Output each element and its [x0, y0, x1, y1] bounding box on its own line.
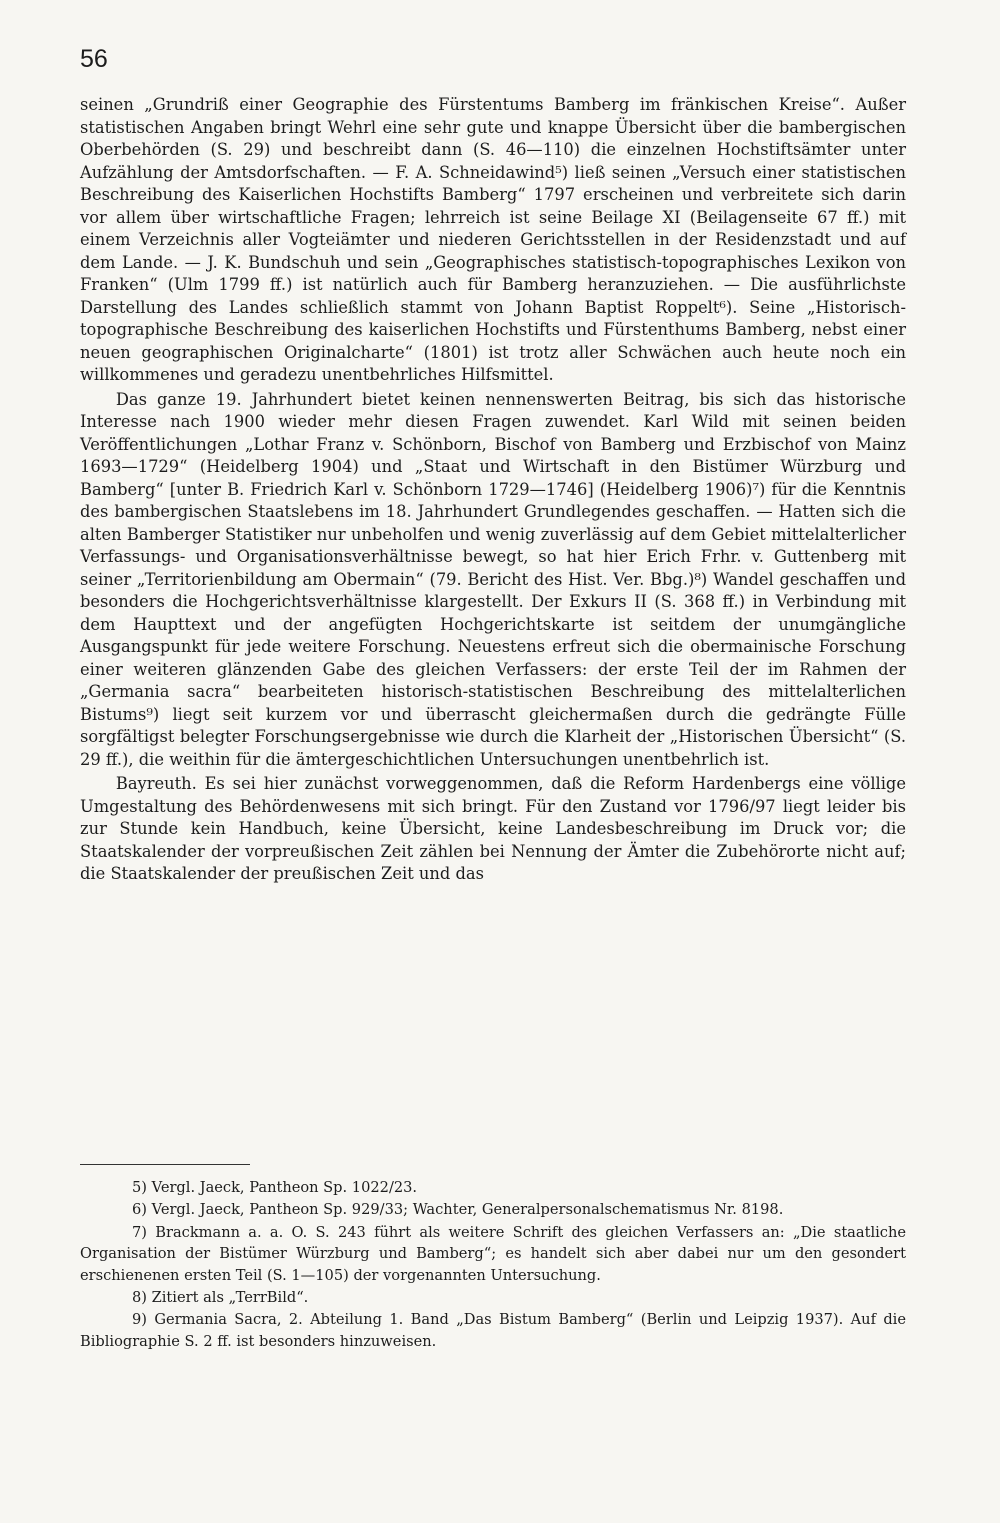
paragraph: Das ganze 19. Jahrhundert bietet keinen nennenswerten Beitrag, bis sich das historische Interesse nach 1900 wieder mehr diesen Fragen zuwendet. Karl Wild mit seinen beiden Veröffentlichungen „Lothar Franz v. Schönborn, Bischof von Bamberg und Erzbischof von Mainz 1693—1729“ (Heidelberg 1904) und „Staat und Wirtschaft in den Bistümer Würzburg und Bamberg“ [unter B. Friedrich Karl v. Schönborn 1729—1746] (Heidelberg 1906)⁷) für die Kenntnis des bambergischen Staatslebens im 18. Jahrhundert Grundlegendes geschaffen. — Hatten sich die alten Bamberger Statistiker nur unbeholfen und wenig zuverlässig auf dem Gebiet mittelalterlicher Verfassungs- und Organisationsverhältnisse bewegt, so hat hier Erich Frhr. v. Guttenberg mit seiner „Territorienbildung am Obermain“ (79. Bericht des Hist. Ver. Bbg.)⁸) Wandel geschaffen und besonders die Hochgerichtsverhältnisse klargestellt. Der Exkurs II (S. 368 ff.) in Verbindung mit dem Haupttext und der angefügten Hochgerichtskarte ist seitdem der unumgängliche Ausgangspunkt für jede weitere Forschung. Neuestens erfreut sich die obermainische Forschung einer weiteren glänzenden Gabe des gleichen Verfassers: der erste Teil der im Rahmen der „Germania sacra“ bearbeiteten historisch-statistischen Beschreibung des mittelalterlichen Bistums⁹) liegt seit kurzem vor und überrascht gleichermaßen durch die gedrängte Fülle sorgfältigst belegter Forschungsergebnisse wie durch die Klarheit der „Historischen Übersicht“ (S. 29 ff.), die weithin für die ämtergeschichtlichen Untersuchungen unentbehrlich ist. [80, 389, 906, 769]
paragraph: Bayreuth. Es sei hier zunächst vorweggenommen, daß die Reform Hardenbergs eine völlige Umgestaltung des Behördenwesens mit sich bringt. Für den Zustand vor 1796/97 liegt leider bis zur Stunde kein Handbuch, keine Übersicht, keine Landesbeschreibung im Druck vor; die Staatskalender der vorpreußischen Zeit zählen bei Nennung der Ämter die Zubehörorte nicht auf; die Staatskalender der preußischen Zeit und das [80, 774, 906, 883]
footnote: 7) Brackmann a. a. O. S. 243 führt als weitere Schrift des gleichen Verfassers an: „Die staatliche Organisation der Bistümer Würzburg und Bamberg“; es handelt sich aber dabei nur um den gesondert erschienenen ersten Teil (S. 1—105) der vorgenannten Untersuchung. [80, 1223, 906, 1284]
footnotes [80, 1177, 906, 1353]
footnote-separator [80, 1164, 250, 1165]
footnote: 9) Germania Sacra, 2. Abteilung 1. Band „Das Bistum Bamberg“ (Berlin und Leipzig 1937). Auf die Bibliographie S. 2 ff. ist besonders hinzuweisen. [80, 1311, 906, 1350]
main-text [80, 94, 906, 886]
paragraph: seinen „Grundriß einer Geographie des Fürstentums Bamberg im fränkischen Kreise“. Außer statistischen Angaben bringt Wehrl eine sehr gute und knappe Übersicht über die bambergischen Oberbehörden (S. 29) und beschreibt dann (S. 46—110) die einzelnen Hochstiftsämter unter Aufzählung der Amtsdorfschaften. — F. A. Schneidawind⁵) ließ seinen „Versuch einer statistischen Beschreibung des Kaiserlichen Hochstifts Bamberg“ 1797 erscheinen und verbreitete sich darin vor allem über wirtschaftliche Fragen; lehrreich ist seine Beilage XI (Beilagenseite 67 ff.) mit einem Verzeichnis aller Vogteiämter und niederen Gerichtsstellen in der Residenzstadt und auf dem Lande. — J. K. Bundschuh und sein „Geographisches statistisch-topographisches Lexikon von Franken“ (Ulm 1799 ff.) ist natürlich auch für Bamberg heranzuziehen. — Die ausführlichste Darstellung des Landes schließlich stammt von Johann Baptist Roppelt⁶). Seine „Historisch-topographische Beschreibung des kaiserlichen Hochstifts und Fürstenthums Bamberg, nebst einer neuen geographischen Originalcharte“ (1801) ist trotz aller Schwächen auch heute noch ein willkommenes und geradezu unentbehrliches Hilfsmittel. [80, 95, 906, 384]
footnote: 5) Vergl. Jaeck, Pantheon Sp. 1022/23. [132, 1179, 418, 1196]
footnote: 8) Zitiert als „TerrBild“. [132, 1289, 309, 1307]
page-number: 56 [80, 45, 108, 73]
footnote: 6) Vergl. Jaeck, Pantheon Sp. 929/33; Wachter, Generalpersonalschematismus Nr. 8198. [132, 1201, 784, 1219]
